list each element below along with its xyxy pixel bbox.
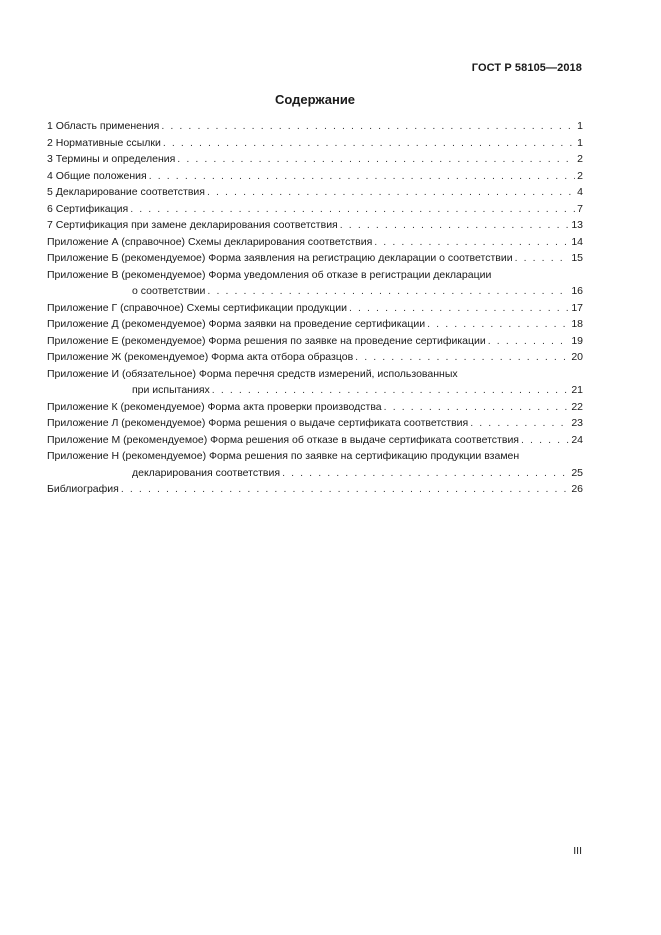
toc-entry-page: 15	[571, 252, 583, 264]
toc-entry-certification[interactable]	[47, 201, 583, 218]
toc-entry-page: 17	[571, 301, 583, 314]
toc-entry-page: 16	[571, 285, 583, 297]
toc-entry-page: 21	[571, 384, 583, 396]
leader-dots	[340, 217, 570, 234]
toc-entry-normative-references[interactable]	[47, 135, 583, 152]
toc-entry-page: 18	[571, 318, 583, 330]
toc-entry-label: Приложение А (справочное) Схемы декларирования соответствия	[47, 235, 373, 248]
toc-entry-label: Приложение К (рекомендуемое) Форма акта проверки производства	[47, 400, 382, 413]
toc-entry-appendix-l[interactable]	[47, 415, 583, 432]
toc-entry-label: Приложение Л (рекомендуемое) Форма решения о выдаче сертификата соответствия	[47, 417, 469, 429]
toc-entry-label: 5 Декларирование соответствия	[47, 186, 205, 198]
toc-entry-appendix-m[interactable]	[47, 432, 583, 449]
leader-dots	[130, 201, 575, 218]
toc-entry-first-line: Приложение В (рекомендуемое) Форма уведомления об отказе в регистрации декларации	[47, 268, 492, 281]
toc-entry-label: Приложение Ж (рекомендуемое) Форма акта отбора образцов	[47, 351, 354, 363]
toc-entry-appendix-e[interactable]	[47, 333, 583, 350]
toc-entry-label: Приложение Д (рекомендуемое) Форма заявки на проведение сертификации	[47, 318, 426, 330]
toc-entry-page: 1	[577, 136, 583, 149]
toc-entry-label: Приложение Г (справочное) Схемы сертификации продукции	[47, 301, 347, 314]
toc-entry-appendix-zh[interactable]	[47, 349, 583, 366]
leader-dots	[384, 399, 570, 416]
toc-entry-appendix-b[interactable]	[47, 250, 583, 267]
toc-entry-appendix-a[interactable]	[47, 234, 583, 251]
toc-entry-page: 13	[571, 219, 583, 231]
toc-title: Содержание	[274, 92, 356, 107]
toc-entry-page: 2	[577, 153, 583, 165]
table-of-contents	[47, 118, 583, 498]
leader-dots	[163, 135, 575, 152]
toc-entry-page: 4	[577, 186, 583, 198]
toc-entry-label: 6 Сертификация	[47, 202, 129, 215]
toc-entry-page: 26	[571, 483, 583, 495]
leader-dots	[121, 481, 569, 498]
toc-entry-appendix-g[interactable]	[47, 300, 583, 317]
toc-entry-page: 24	[571, 433, 583, 446]
toc-entry-page: 22	[571, 400, 583, 413]
standard-code: ГОСТ Р 58105—2018	[471, 62, 582, 74]
leader-dots	[515, 250, 570, 267]
toc-entry-first-line: Приложение И (обязательное) Форма перечня средств измерений, использованных	[47, 367, 458, 380]
toc-entry-page: 20	[571, 351, 583, 363]
toc-entry-appendix-d[interactable]	[47, 316, 583, 333]
toc-entry-appendix-v[interactable]	[47, 267, 583, 300]
toc-entry-page: 1	[577, 120, 583, 132]
toc-entry-label: 2 Нормативные ссылки	[47, 136, 161, 149]
leader-dots	[212, 382, 570, 399]
leader-dots	[161, 118, 575, 135]
toc-entry-label: Приложение М (рекомендуемое) Форма решения об отказе в выдаче сертификата соответствия	[47, 433, 519, 446]
toc-entry-label: Приложение Е (рекомендуемое) Форма решения по заявке на проведение сертификации	[47, 334, 486, 347]
toc-entry-label: декларирования соответствия	[132, 466, 281, 479]
leader-dots	[374, 234, 569, 251]
toc-entry-scope[interactable]	[47, 118, 583, 135]
leader-dots	[349, 300, 569, 317]
leader-dots	[488, 333, 570, 350]
leader-dots	[282, 465, 569, 482]
leader-dots	[521, 432, 569, 449]
toc-entry-page: 19	[571, 334, 583, 347]
toc-entry-appendix-i[interactable]	[47, 366, 583, 399]
toc-entry-first-line: Приложение Н (рекомендуемое) Форма решения по заявке на сертификацию продукции взамен	[47, 450, 520, 462]
leader-dots	[470, 415, 569, 432]
toc-entry-label: 3 Термины и определения	[47, 153, 176, 165]
toc-entry-declaration[interactable]	[47, 184, 583, 201]
leader-dots	[177, 151, 575, 168]
toc-entry-certification-replacement[interactable]	[47, 217, 583, 234]
toc-entry-appendix-k[interactable]	[47, 399, 583, 416]
leader-dots	[207, 184, 575, 201]
toc-entry-bibliography[interactable]	[47, 481, 583, 498]
toc-entry-page: 23	[571, 417, 583, 429]
leader-dots	[355, 349, 569, 366]
toc-entry-appendix-n[interactable]	[47, 448, 583, 481]
leader-dots	[149, 168, 575, 185]
toc-entry-label: Приложение Б (рекомендуемое) Форма заявления на регистрацию декларации о соответствии	[47, 252, 513, 264]
toc-entry-label: Библиография	[47, 483, 119, 495]
leader-dots	[427, 316, 569, 333]
toc-entry-page: 2	[577, 169, 583, 182]
toc-entry-page: 25	[571, 466, 583, 479]
toc-entry-page: 7	[577, 202, 583, 215]
toc-entry-label: 1 Область применения	[47, 120, 160, 132]
toc-entry-page: 14	[571, 235, 583, 248]
toc-entry-terms[interactable]	[47, 151, 583, 168]
page-number: III	[573, 845, 582, 857]
toc-entry-general[interactable]	[47, 168, 583, 185]
toc-entry-label: о соответствии	[132, 285, 206, 297]
toc-entry-label: 7 Сертификация при замене декларирования соответствия	[47, 219, 338, 231]
toc-entry-label: 4 Общие положения	[47, 169, 147, 182]
toc-entry-label: при испытаниях	[132, 384, 210, 396]
leader-dots	[207, 283, 569, 300]
